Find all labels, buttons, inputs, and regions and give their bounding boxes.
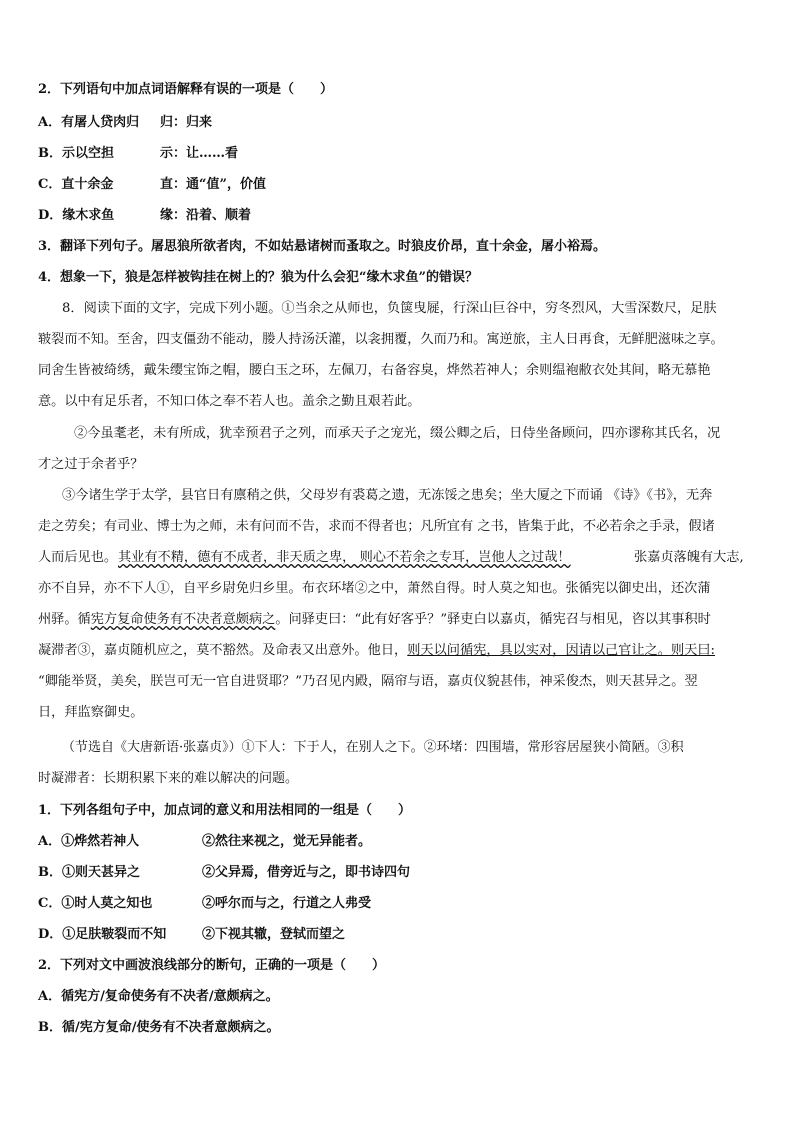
passage-line: 走之劳矣；有司业、博士为之师，未有问而不告，求而不得者也；凡所宜有 之书，皆集于此，不必若余之手录，假诸 xyxy=(38,519,715,534)
option-label: A．有屠人贷肉归 xyxy=(38,115,140,130)
question-3: 3．翻译下列句子。屠思狼所欲者肉，不如姑悬诸树而蚤取之。时狼皮价昂，直十余金，屠小裕焉。 xyxy=(38,239,607,254)
passage-text: 8．阅读下面的文字，完成下列小题。①当余之从师也，负箧曳屣，行深山巨谷中，穷冬烈风，大雪深数尺，足肤 xyxy=(62,301,717,316)
question-2-stem: 2．下列语句中加点词语解释有误的一项是（ ） xyxy=(38,82,334,97)
wavy-underlined-text: 其业有不精，德有不成者，非天质之卑， 则心不若余之专耳，岂他人之过哉！ xyxy=(118,550,571,565)
passage-line: 皲裂而不知。至舍，四支僵劲不能动，媵人持汤沃灌，以衾拥覆，久而乃和。寓逆旅，主人日再食，无鲜肥滋味之享。 xyxy=(38,332,724,347)
passage-line xyxy=(38,486,760,506)
option-right: ②然往来视之，觉无异能者。 xyxy=(202,834,372,849)
passage-line xyxy=(38,610,760,630)
source-note xyxy=(38,738,760,758)
question-2-option-c xyxy=(38,175,760,195)
passage-text: 凝滞者③，嘉贞随机应之，莫不豁然。及命表又出意外。他日， xyxy=(38,643,408,658)
option-label: B．示以空担 xyxy=(38,146,114,161)
question-4: 4．想象一下，狼是怎样被钩挂在树上的？狼为什么会犯“缘木求鱼”的错误？ xyxy=(38,270,479,285)
passage-text: ③今诸生学于太学，县官日有廪稍之供，父母岁有裘葛之遗，无冻馁之患矣；坐大厦之下而诵 《诗》《书》，无奔 xyxy=(62,488,713,503)
passage-line: 才之过于余者乎？ xyxy=(38,457,144,472)
passage-text: 张嘉贞落魄有大志, xyxy=(634,550,744,565)
passage-text: ②今虽耄老，未有所成，犹幸预君子之列，而承天子之宠光，缀公卿之后，日侍坐备顾问，四亦谬称其氏名，况 xyxy=(74,426,721,441)
option-label: C．直十余金 xyxy=(38,177,114,192)
question-2b-option-a: A．循宪方/复命使务有不决者/意颇病之。 xyxy=(38,989,279,1004)
option-label: D．缘木求鱼 xyxy=(38,208,115,223)
option-left: D．①足肤皲裂而不知 xyxy=(38,927,167,942)
option-gloss: 缘：沿着、顺着 xyxy=(160,208,252,223)
question-1-option-d xyxy=(38,925,760,945)
passage-line xyxy=(38,641,760,661)
passage-text: 州驿。循 xyxy=(38,612,91,627)
underlined-text: 则天以问循宪，具以实对，因请以己官让之。 xyxy=(407,643,671,658)
option-right: ②呼尔而与之，行道之人弗受 xyxy=(202,896,372,911)
question-2b-stem: 2．下列对文中画波浪线部分的断句，正确的一项是（ ） xyxy=(38,958,386,973)
question-1-option-c xyxy=(38,894,760,914)
question-1-option-a xyxy=(38,832,760,852)
passage-line: “卿能举贤，美矣，朕岂可无一官自进贤耶？”乃召见内殿，隔帘与语，嘉贞仪貌甚伟，神采俊杰，则天甚异之。翌 xyxy=(38,674,698,689)
passage-line-continuation xyxy=(118,548,760,568)
option-left: C．①时人莫之知也 xyxy=(38,896,153,911)
underlined-text: 则天曰: xyxy=(671,643,716,658)
question-2b-option-b: B．循/宪方复命/使务有不决者意颇病之。 xyxy=(38,1020,280,1035)
passage-line: 同舍生皆被绮绣，戴朱缨宝饰之帽，腰白玉之环，左佩刀，右备容臭，烨然若神人；余则缊袍敝衣处其间，略无慕艳 xyxy=(38,363,711,378)
passage-line xyxy=(38,299,760,319)
option-right: ②父异焉，借旁近与之，即书诗四句 xyxy=(202,865,411,880)
option-gloss: 归：归来 xyxy=(160,115,213,130)
source-note: 时凝滞者：长期积累下来的难以解决的问题。 xyxy=(38,771,299,786)
passage-line: 日，拜监察御史。 xyxy=(38,705,144,720)
note-text: （节选自《大唐新语·张嘉贞》）①下人：下于人，在别人之下。②环堵：四围墙，常形容居屋狭小简陋。③积 xyxy=(62,740,684,755)
passage-text: 。问驿吏曰：“此有好客乎？”驿吏白以嘉贞，循宪召与相见，咨以其事积时 xyxy=(275,612,711,627)
passage-line: 意。以中有足乐者，不知口体之奉不若人也。盖余之勤且艰若此。 xyxy=(38,394,421,409)
passage-line: 人而后见也。 xyxy=(38,550,118,565)
option-left: A．①烨然若神人 xyxy=(38,834,140,849)
question-2-option-b xyxy=(38,144,760,164)
option-right: ②下视其辙，登轼而望之 xyxy=(202,927,346,942)
option-gloss: 直：通“值”，价值 xyxy=(160,177,266,192)
question-1-stem: 1．下列各组句子中，加点词的意义和用法相同的一组是（ ） xyxy=(38,803,412,818)
option-left: B．①则天甚异之 xyxy=(38,865,140,880)
option-gloss: 示：让……看 xyxy=(160,146,239,161)
wavy-underlined-text: 宪方复命使务有不决者意颇病之 xyxy=(90,612,276,627)
question-2-option-a xyxy=(38,113,760,133)
question-2-option-d xyxy=(38,206,760,226)
passage-line: 亦不自异，亦不下人①，自平乡尉免归乡里。布衣环堵②之中，萧然自得。时人莫之知也。张循宪以御史出，还次蒲 xyxy=(38,581,711,596)
passage-line xyxy=(38,424,760,444)
question-1-option-b xyxy=(38,863,760,883)
